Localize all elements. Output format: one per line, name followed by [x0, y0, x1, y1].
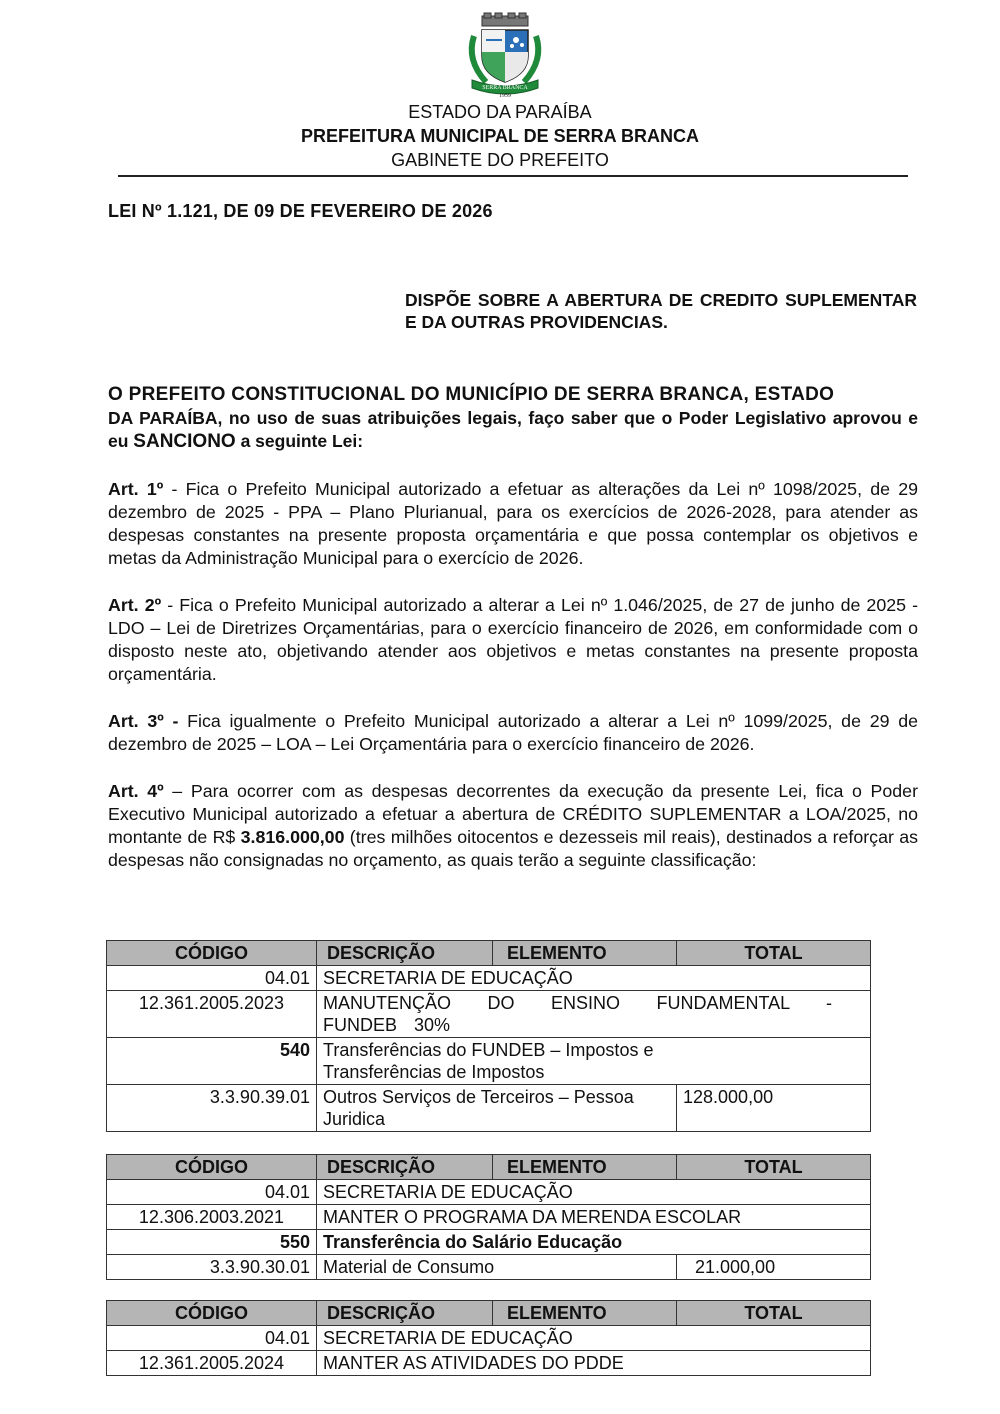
unit-description: SECRETARIA DE EDUCAÇÃO: [317, 1180, 871, 1205]
element-total: 128.000,00: [677, 1085, 871, 1132]
element-description: Outros Serviços de Terceiros – Pessoa Juridica: [317, 1085, 677, 1132]
unit-code: 04.01: [107, 1180, 317, 1205]
element-description: Material de Consumo: [317, 1255, 677, 1280]
budget-table-3: [106, 1300, 871, 1376]
preamble-caps: O PREFEITO CONSTITUCIONAL DO MUNICÍPIO DE SERRA BRANCA, ESTADO: [108, 384, 835, 405]
source-description: Transferências do FUNDEB – Impostos e Transferências de Impostos: [317, 1038, 871, 1085]
table-row: [107, 1255, 871, 1280]
budget-table-1: [106, 940, 871, 1132]
header-codigo: CÓDIGO: [107, 1155, 317, 1180]
source-description: Transferência do Salário Educação: [317, 1230, 871, 1255]
program-description: MANTER O PROGRAMA DA MERENDA ESCOLAR: [317, 1205, 871, 1230]
header-elemento: ELEMENTO: [493, 1301, 677, 1326]
budget-table-2: [106, 1154, 871, 1280]
table-header-row: [107, 941, 871, 966]
law-title: LEI Nº 1.121, DE 09 DE FEVEREIRO DE 2026: [108, 201, 493, 221]
header-descricao: DESCRIÇÃO: [317, 941, 493, 966]
header-descricao: DESCRIÇÃO: [317, 1301, 493, 1326]
table-row: [107, 1351, 871, 1376]
header-total: TOTAL: [677, 1155, 871, 1180]
state-name: ESTADO DA PARAÍBA: [408, 102, 592, 122]
program-description: MANTER AS ATIVIDADES DO PDDE: [317, 1351, 871, 1376]
svg-text:1959: 1959: [499, 93, 511, 98]
table-row: [107, 966, 871, 991]
article-1-text: - Fica o Prefeito Municipal autorizado a efetuar as alterações da Lei nº 1098/2025, de 29 dezembro de 2025 - PPA – Plano Plurianual, para os exercícios de 2026-2028, para atender as despesas constantes na presente proposta orçamentária e que possa contemplar os objetivos e metas da Administração Municipal para o exercício de 2026.: [108, 479, 918, 568]
table-row: [107, 1326, 871, 1351]
header-total: TOTAL: [677, 941, 871, 966]
table-row: [107, 1180, 871, 1205]
article-3-text: Fica igualmente o Prefeito Municipal autorizado a alterar a Lei nº 1099/2025, de 29 de dezembro de 2025 – LOA – Lei Orçamentária para o exercício financeiro de 2026.: [108, 711, 918, 754]
article-2-text: - Fica o Prefeito Municipal autorizado a alterar a Lei nº 1.046/2025, de 27 de junho de 2025 - LDO – Lei de Diretrizes Orçamentárias, para o exercício financeiro de 2026, em conformidade com o disposto neste ato, objetivando atender aos objetivos e metas constantes na presente proposta orçamentária.: [108, 595, 919, 684]
table-row: [107, 1085, 871, 1132]
article-2: [108, 594, 918, 686]
office-name: GABINETE DO PREFEITO: [391, 150, 609, 170]
header-total: TOTAL: [677, 1301, 871, 1326]
table-header-row: [107, 1301, 871, 1326]
article-4: Art. 4º – Para ocorrer com as despesas decorrentes da execução da presente Lei, fica o Poder Executivo Municipal autorizado a efetuar a abertura de CRÉDITO SUPLEMENTAR a LOA/2025, no montante de R$ 3.816.000,00 (tres milhões oitocentos e dezesseis mil reais), destinados a reforçar as despesas não consignadas no orçamento, as quais terão a seguinte classificação:: [108, 781, 918, 870]
table-row: [107, 1038, 871, 1085]
table-row: [107, 1230, 871, 1255]
program-code: 12.361.2005.2023: [107, 991, 317, 1038]
program-code: 12.306.2003.2021: [107, 1205, 317, 1230]
header-elemento: ELEMENTO: [493, 1155, 677, 1180]
element-code: 3.3.90.39.01: [107, 1085, 317, 1132]
prefecture-name: PREFEITURA MUNICIPAL DE SERRA BRANCA: [300, 126, 699, 146]
table-row: [107, 1205, 871, 1230]
source-code: 550: [107, 1230, 317, 1255]
unit-code: 04.01: [107, 1326, 317, 1351]
program-code: 12.361.2005.2024: [107, 1351, 317, 1376]
article-3-label: Art. 3º -: [108, 711, 179, 731]
header-elemento: ELEMENTO: [493, 941, 677, 966]
header-divider: [118, 175, 908, 177]
municipal-coat-of-arms-icon: [462, 12, 548, 98]
unit-code: 04.01: [107, 966, 317, 991]
article-2-label: Art. 2º: [108, 595, 162, 615]
credit-amount: 3.816.000,00: [240, 827, 345, 847]
header-codigo: CÓDIGO: [107, 941, 317, 966]
svg-text:SERRA BRANCA: SERRA BRANCA: [482, 85, 528, 91]
source-code: 540: [107, 1038, 317, 1085]
header-codigo: CÓDIGO: [107, 1301, 317, 1326]
table-header-row: [107, 1155, 871, 1180]
law-ementa: DISPÕE SOBRE A ABERTURA DE CREDITO SUPLEMENTAR E DA OUTRAS PROVIDENCIAS.: [405, 290, 917, 332]
unit-description: SECRETARIA DE EDUCAÇÃO: [317, 1326, 871, 1351]
article-1: [108, 478, 918, 570]
element-code: 3.3.90.30.01: [107, 1255, 317, 1280]
header-descricao: DESCRIÇÃO: [317, 1155, 493, 1180]
program-description: MANUTENÇÃO DO ENSINO FUNDAMENTAL - FUNDEB 30%: [317, 991, 871, 1038]
article-4-label: Art. 4º: [108, 781, 164, 801]
article-1-label: Art. 1º: [108, 479, 164, 499]
table-row: [107, 991, 871, 1038]
preamble: [108, 383, 918, 453]
article-3: [108, 710, 918, 756]
preamble-body: DA PARAÍBA, no uso de suas atribuições legais, faço saber que o Poder Legislativo aprovou e eu SANCIONO a seguinte Lei:: [108, 408, 918, 452]
unit-description: SECRETARIA DE EDUCAÇÃO: [317, 966, 871, 991]
element-total: 21.000,00: [677, 1255, 871, 1280]
